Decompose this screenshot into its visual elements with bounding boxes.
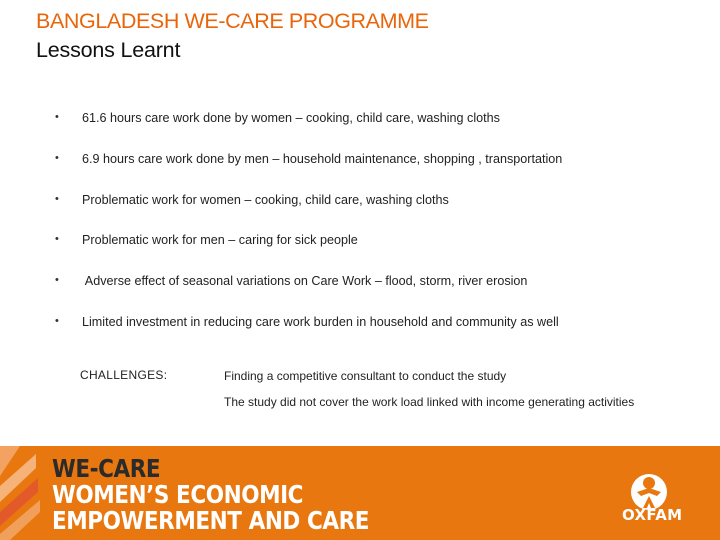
challenge-item: Finding a competitive consultant to conduct the study (224, 369, 507, 383)
list-item-text: Limited investment in reducing care work burden in household and community as well (82, 315, 559, 329)
list-item-text: Problematic work for men – caring for sick people (82, 233, 358, 247)
decorative-stripes (0, 446, 40, 540)
page-title: BANGLADESH WE-CARE PROGRAMME (36, 9, 429, 33)
list-item-text: Problematic work for women – cooking, child care, washing cloths (82, 193, 449, 207)
bullet-icon: • (55, 193, 59, 205)
bullet-icon: • (55, 315, 59, 327)
challenge-item: The study did not cover the work load linked with income generating activities (224, 395, 635, 409)
bullet-icon: • (55, 111, 59, 123)
bullet-icon: • (55, 233, 59, 245)
footer-banner (0, 446, 720, 540)
list-item-text: Adverse effect of seasonal variations on Care Work – flood, storm, river erosion (82, 274, 528, 288)
bullet-icon: • (55, 152, 59, 164)
oxfam-brand-label: OXFAM (622, 506, 683, 524)
page-subtitle: Lessons Learnt (36, 38, 181, 62)
list-item-text: 61.6 hours care work done by women – cooking, child care, washing cloths (82, 111, 500, 125)
footer-line-empowerment: EMPOWERMENT AND CARE (52, 506, 370, 535)
list-item-text: 6.9 hours care work done by men – household maintenance, shopping , transportation (82, 152, 563, 166)
footer-tagline (52, 456, 369, 534)
bullet-icon: • (55, 274, 59, 286)
challenges-label: CHALLENGES: (80, 368, 168, 382)
footer-line-we-care: WE-CARE (52, 454, 161, 483)
footer-line-economic: WOMEN’S ECONOMIC (52, 480, 304, 509)
